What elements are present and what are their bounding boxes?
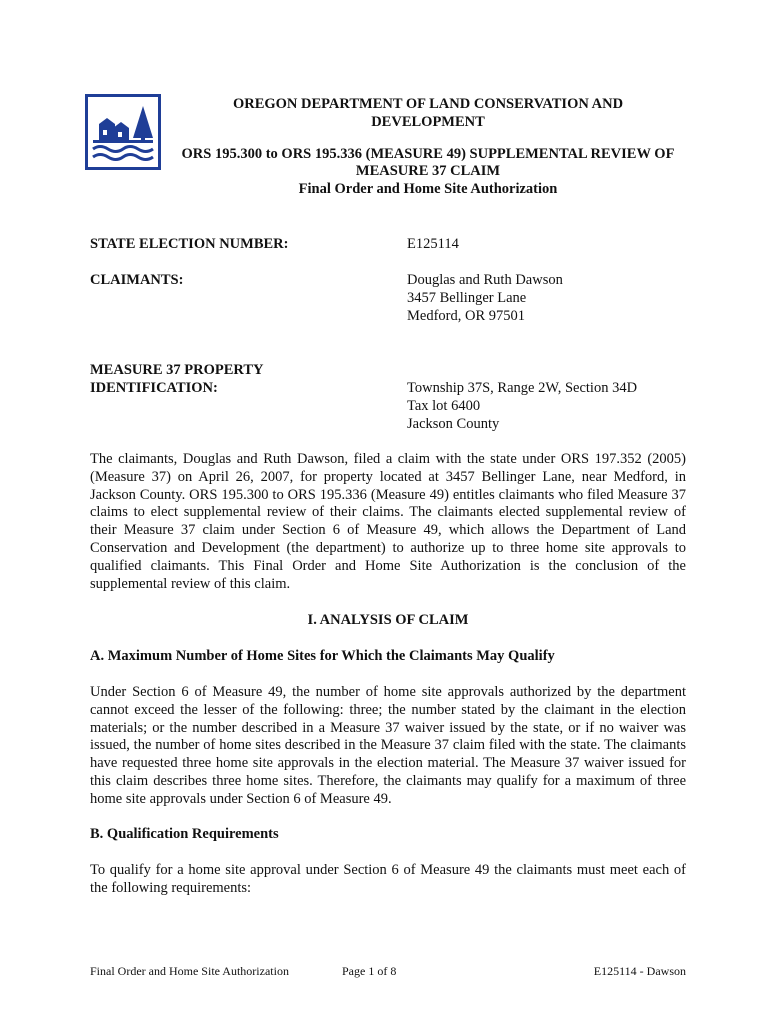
property-county: Jackson County — [407, 415, 500, 432]
claimants-name: Douglas and Ruth Dawson — [407, 272, 563, 288]
claimants-value — [407, 272, 707, 325]
property-taxlot: Tax lot 6400 — [407, 397, 481, 414]
order-title: Final Order and Home Site Authorization — [298, 181, 558, 198]
claim-fields — [90, 236, 690, 432]
footer-claim-id: E125114 - Dawson — [593, 964, 686, 978]
subsection-a-heading: A. Maximum Number of Home Sites for Which the Claimants May Qualify — [90, 648, 555, 664]
subsection-b-heading: B. Qualification Requirements — [90, 826, 279, 842]
property-label: MEASURE 37 PROPERTY IDENTIFICATION: — [90, 362, 264, 396]
intro-paragraph: The claimants, Douglas and Ruth Dawson, filed a claim with the state under ORS 197.352 (2005) (Measure 37) on April 26, 2007, for property located at 3457 Bellinger Lane, near Medford, in Jackson County. ORS 195.300 to ORS 195.336 (Measure 49) entitles claimants who filed Measure 37 claims to elect supplemental review of their claims. The claimants elected supplemental review of their Measure 37 claim under Section 6 of Measure 49, which allows the Department of Land Conservation and Development (the department) to authorize up to three home site approvals to qualified claimants. This Final Order and Home Site Authorization is the conclusion of the supplemental review of this claim. — [90, 451, 686, 592]
claimants-city: Medford, OR 97501 — [407, 307, 526, 324]
subsection-b-body: To qualify for a home site approval under Section 6 of Measure 49 the claimants must meet each of the following requirements: — [90, 862, 686, 896]
section-heading: I. ANALYSIS OF CLAIM — [307, 612, 469, 628]
election-number-label: STATE ELECTION NUMBER: — [90, 236, 289, 252]
document-header — [178, 96, 678, 199]
claimants-row — [90, 272, 690, 326]
review-title: ORS 195.300 to ORS 195.336 (MEASURE 49) SUPPLEMENTAL REVIEW OF MEASURE 37 CLAIM — [181, 145, 675, 180]
election-number-row — [90, 236, 690, 254]
property-township: Township 37S, Range 2W, Section 34D — [407, 380, 638, 396]
footer-page-number: Page 1 of 8 — [342, 964, 397, 978]
election-number-value: E125114 — [407, 236, 459, 252]
footer-doc-title: Final Order and Home Site Authorization — [90, 964, 289, 978]
claimants-label: CLAIMANTS: — [90, 272, 184, 288]
claimants-street: 3457 Bellinger Lane — [407, 289, 527, 306]
subsection-a-body: Under Section 6 of Measure 49, the number of home site approvals authorized by the department cannot exceed the lesser of the following: three; the number stated by the claimant in the election materials; or the number described in a Measure 37 waiver issued by the state, or if no waiver was issued, the number of home sites described in the Measure 37 claim filed with the state. The claimants have requested three home site approvals in the election material. The Measure 37 waiver issued for this claim describes three home sites. Therefore, the claimants may qualify for a maximum of three home site approvals under Section 6 of Measure 49. — [90, 684, 686, 807]
agency-title: OREGON DEPARTMENT OF LAND CONSERVATION AND DEVELOPMENT — [232, 96, 624, 130]
dlcd-logo-icon — [85, 94, 161, 170]
property-value — [407, 380, 707, 433]
